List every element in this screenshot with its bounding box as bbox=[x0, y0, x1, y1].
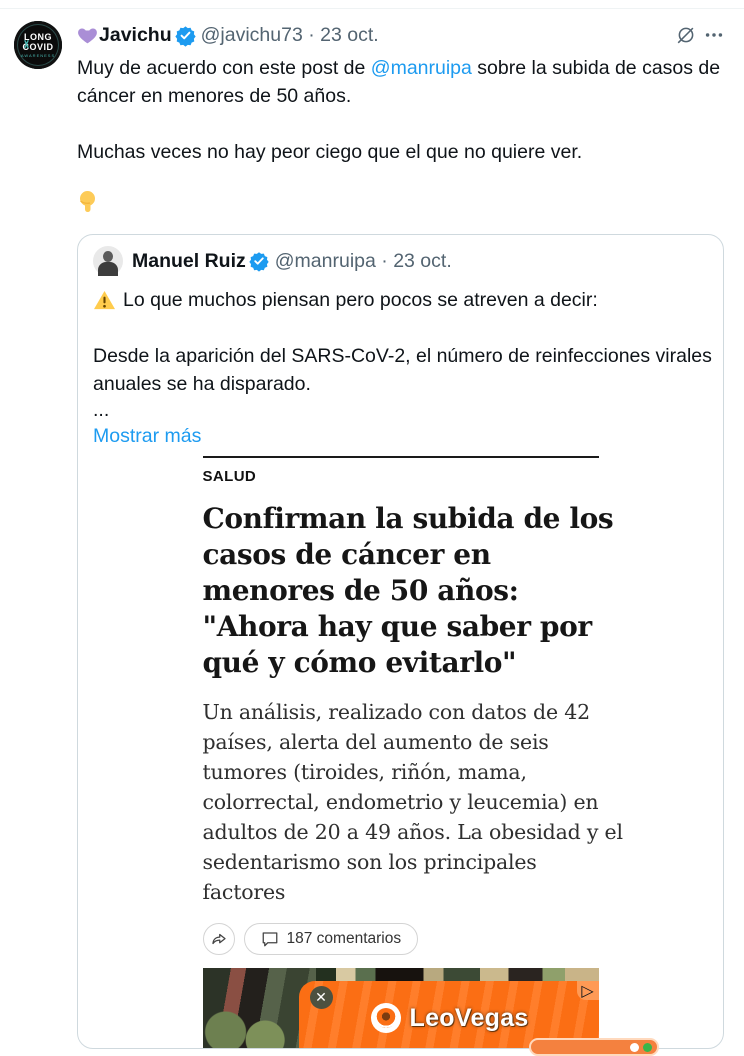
display-name[interactable]: Javichu bbox=[99, 24, 172, 46]
avatar-text: LONG bbox=[24, 32, 52, 42]
avatar-manuel-ruiz[interactable] bbox=[93, 246, 123, 276]
quoted-tweet-header bbox=[93, 246, 708, 276]
article-screenshot-image[interactable] bbox=[202, 456, 623, 1048]
tweet-header bbox=[77, 21, 728, 49]
tweet-text-para2: Muchas veces no hay peor ciego que el que no quiere ver. bbox=[77, 141, 583, 163]
quoted-tweet-card[interactable] bbox=[77, 234, 724, 1049]
share-arrow-icon bbox=[210, 930, 228, 948]
leovegas-lion-logo bbox=[371, 1003, 401, 1033]
show-more-link[interactable]: Mostrar más bbox=[93, 425, 202, 447]
grok-actions-button[interactable] bbox=[672, 21, 700, 49]
warning-icon bbox=[93, 290, 116, 311]
ad-close-icon: ✕ bbox=[310, 986, 333, 1009]
tweet-text: Muy de acuerdo con este post de bbox=[77, 57, 371, 79]
tweet-main bbox=[0, 9, 744, 1049]
ribbon-icon bbox=[23, 40, 30, 51]
comment-bubble-icon bbox=[261, 930, 279, 948]
ad-orange-panel bbox=[299, 981, 599, 1048]
article-actions-row bbox=[203, 923, 599, 955]
quoted-text-line1: Lo que muchos piensan pero pocos se atreven a decir: bbox=[93, 286, 708, 314]
handle-and-date[interactable]: @javichu73 · 23 oct. bbox=[200, 24, 379, 46]
point-down-icon bbox=[77, 190, 99, 216]
ellipsis-icon bbox=[703, 24, 725, 46]
article-share-button bbox=[203, 923, 235, 955]
grok-icon bbox=[675, 24, 697, 46]
ad-brand-name: LeoVegas bbox=[409, 1003, 529, 1032]
avatar-javichu[interactable]: LONG COVID AWARENESS bbox=[14, 21, 62, 69]
quoted-handle-and-date: @manruipa · 23 oct. bbox=[274, 249, 452, 272]
article-comments-button bbox=[244, 923, 419, 955]
ad-cta-pill bbox=[529, 1038, 659, 1056]
verified-badge-icon bbox=[249, 251, 269, 271]
quoted-text-para: Desde la aparición del SARS-CoV-2, el número de reinfecciones virales anuales se ha disparado. bbox=[93, 345, 712, 395]
article-subhead: Un análisis, realizado con datos de 42 países, alerta del aumento de seis tumores (tiroides, riñón, mama, colorrectal, endometrio y leucemia) en adultos de 20 a 49 años. La obesidad y el sedentarismo son los principales factores bbox=[202, 700, 623, 904]
article-section-label: SALUD bbox=[202, 468, 257, 485]
more-options-button[interactable] bbox=[700, 21, 728, 49]
comments-count: 187 comentarios bbox=[286, 930, 402, 947]
ad-banner bbox=[203, 968, 599, 1048]
purple-heart-icon bbox=[77, 25, 98, 46]
quoted-text-ellipsis: ... bbox=[93, 399, 110, 421]
article-headline: Confirman la subida de los casos de cáncer en menores de 50 años: "Ahora hay que saber por qué y cómo evitarlo" bbox=[202, 502, 614, 679]
adchoices-icon: ▷ bbox=[577, 981, 599, 1000]
tweet-body: Muy de acuerdo con este post de @manruipa sobre la subida de casos de cáncer en menores de 50 años. Muchas veces no hay peor ciego que el que no quiere ver. bbox=[77, 54, 728, 216]
timestamp: 23 oct. bbox=[320, 24, 379, 46]
article-top-rule bbox=[203, 456, 599, 458]
mention-link[interactable]: @manruipa bbox=[370, 57, 472, 79]
quoted-display-name[interactable]: Manuel Ruiz bbox=[132, 249, 246, 272]
ad-photo-strip bbox=[316, 968, 599, 982]
verified-badge-icon bbox=[175, 25, 196, 46]
